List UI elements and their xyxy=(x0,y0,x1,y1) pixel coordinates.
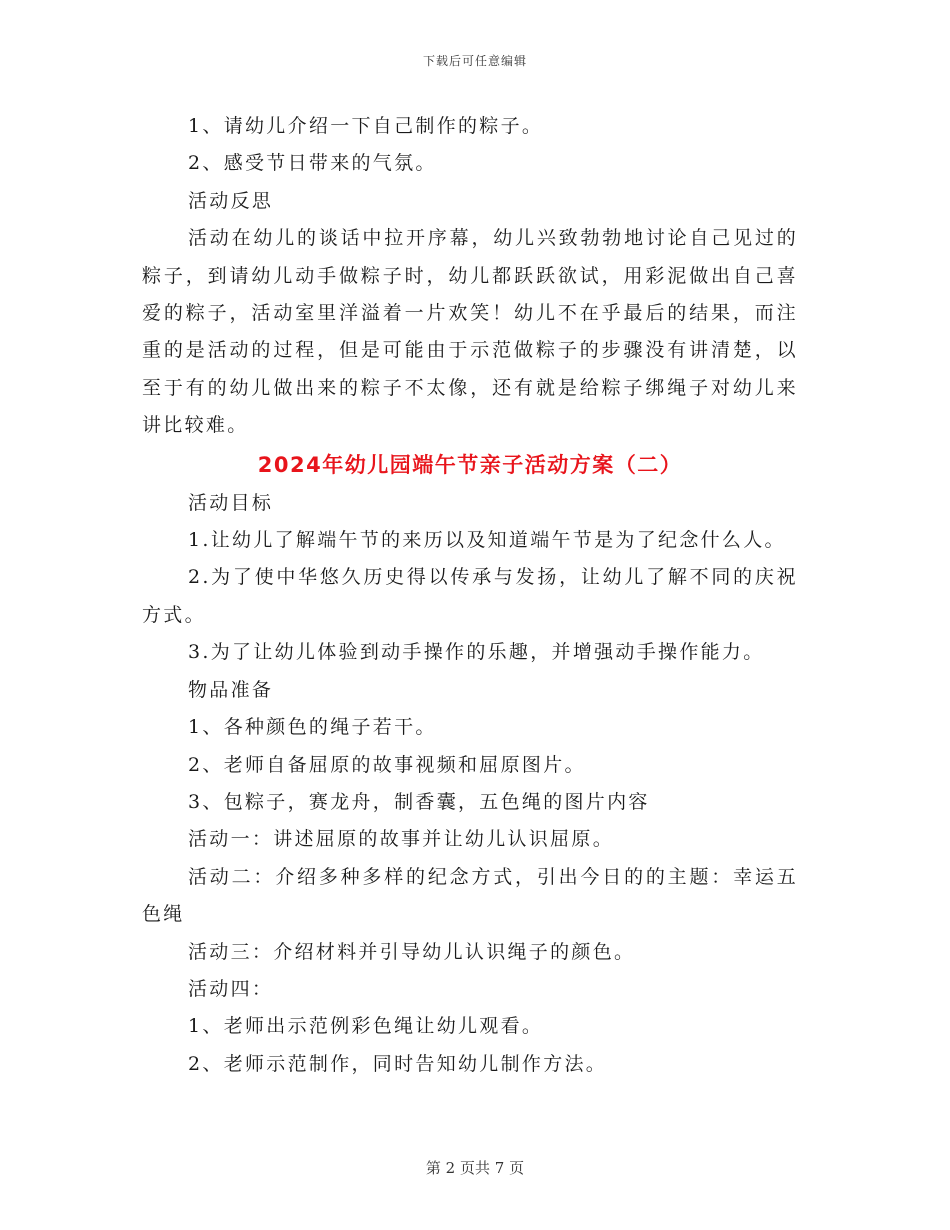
section-title: 2024年幼儿园端午节亲子活动方案（二） xyxy=(257,452,683,477)
list-item: 3、包粽子，赛龙舟，制香囊，五色绳的图片内容 xyxy=(188,790,650,813)
paragraph: 活动三：介绍材料并引导幼儿认识绳子的颜色。 xyxy=(188,940,636,963)
list-item: 3.为了让幼儿体验到动手操作的乐趣，并增强动手操作能力。 xyxy=(188,641,765,664)
list-item: 2.为了使中华悠久历史得以传承与发扬，让幼儿了解不同的庆祝方式。 xyxy=(142,566,798,626)
section-heading: 物品准备 xyxy=(188,678,274,701)
paragraph: 1、请幼儿介绍一下自己制作的粽子。 xyxy=(188,115,544,137)
page-footer: 第 2 页共 7 页 xyxy=(425,1159,525,1177)
paragraph: 活动二：介绍多种多样的纪念方式，引出今日的的主题：幸运五色绳 xyxy=(142,865,798,926)
section-heading: 活动四： xyxy=(188,977,274,1000)
list-item: 1、老师出示范例彩色绳让幼儿观看。 xyxy=(188,1015,544,1038)
list-item: 1、各种颜色的绳子若干。 xyxy=(188,716,437,739)
section-heading: 活动目标 xyxy=(188,491,274,514)
list-item: 2、老师示范制作，同时告知幼儿制作方法。 xyxy=(188,1052,608,1075)
section-heading: 活动反思 xyxy=(188,189,274,212)
paragraph: 活动在幼儿的谈话中拉开序幕，幼儿兴致勃勃地讨论自己见过的粽子，到请幼儿动手做粽子时，幼儿都跃跃欲试，用彩泥做出自己喜爱的粽子，活动室里洋溢着一片欢笑！幼儿不在乎最后的结果，而注重的是活动的过程，但是可能由于示范做粽子的步骤没有讲清楚，以至于有的幼儿做出来的粽子不太像，还有就是给粽子绑绳子对幼儿来讲比较难。 xyxy=(142,227,798,437)
paragraph: 2、感受节日带来的气氛。 xyxy=(188,152,437,175)
list-item: 1.让幼儿了解端午节的来历以及知道端午节是为了纪念什么人。 xyxy=(188,529,786,552)
document-body xyxy=(142,108,798,1083)
list-item: 2、老师自备屈原的故事视频和屈原图片。 xyxy=(188,753,586,776)
paragraph: 活动一：讲述屈原的故事并让幼儿认识屈原。 xyxy=(188,828,615,851)
page-header: 下载后可任意编辑 xyxy=(422,54,527,68)
